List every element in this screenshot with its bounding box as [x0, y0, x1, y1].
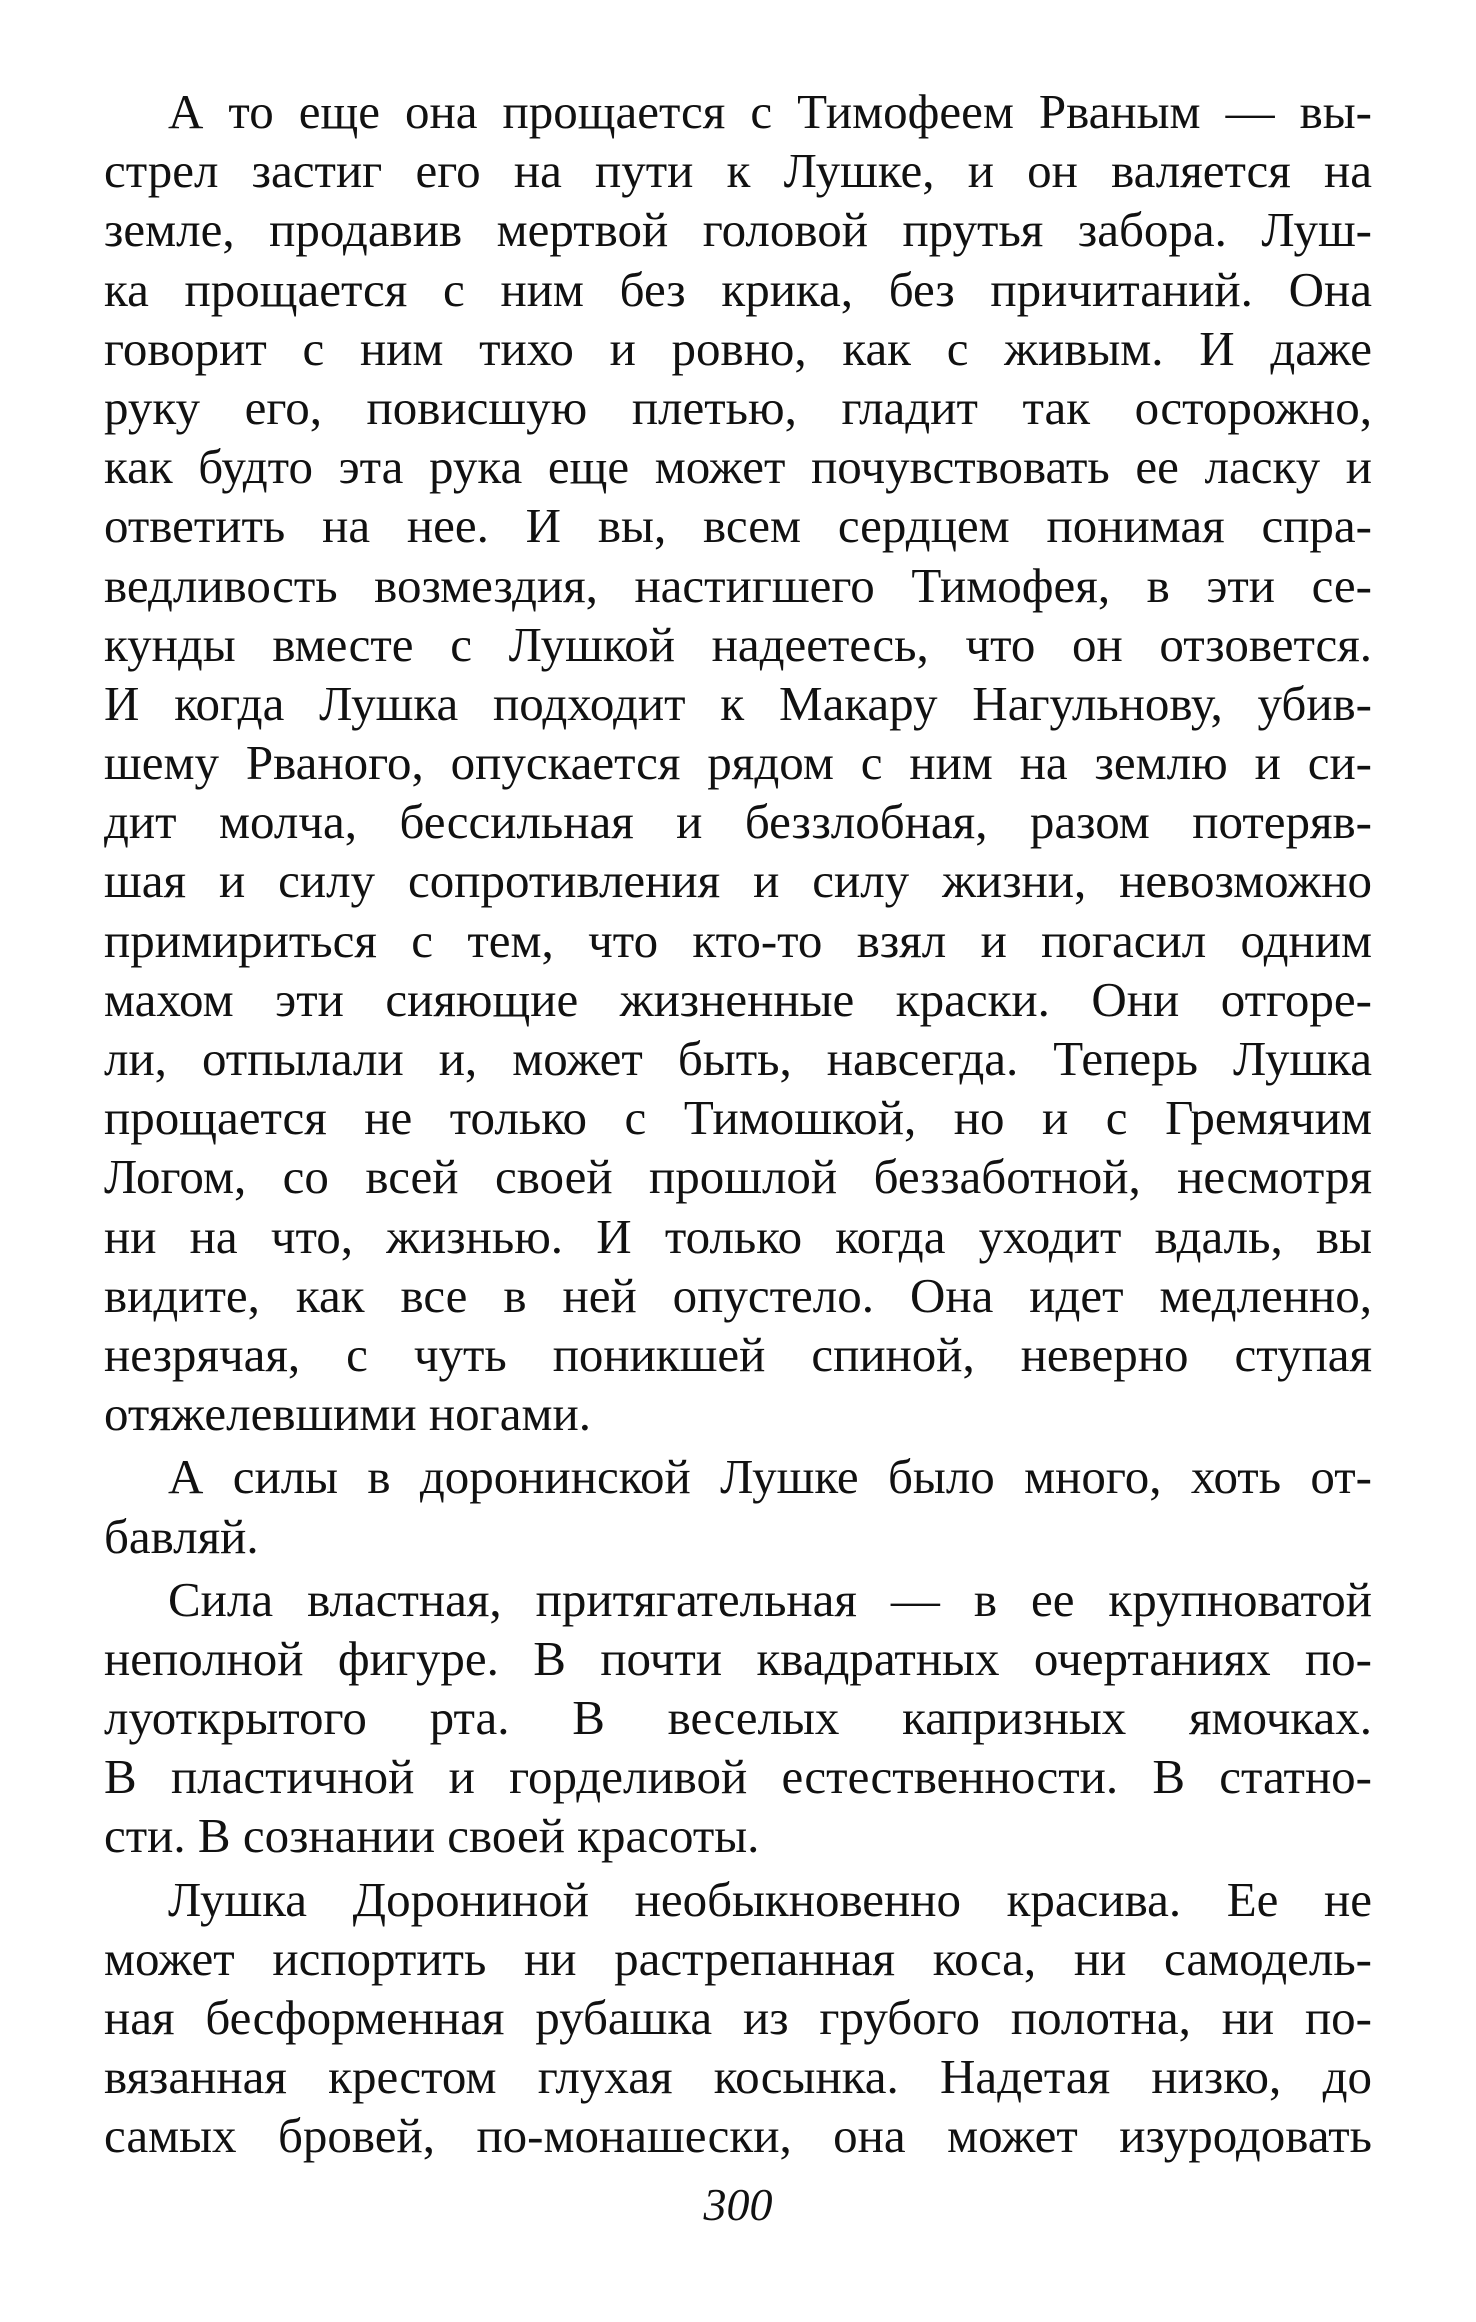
text-line: отяжелевшими ногами.	[104, 1386, 591, 1442]
paragraph-3	[104, 1570, 1372, 1866]
text-line: говорит с ним тихо и ровно, как с живым. И даже	[104, 320, 1372, 376]
text-line: А то еще она прощается с Тимофеем Рваным — вы-	[168, 84, 1372, 139]
text-line: И когда Лушка подходит к Макару Нагульнову, убив-	[104, 675, 1372, 731]
text-line: Сила властная, притягательная — в ее крупноватой	[168, 1571, 1372, 1627]
text-line: примириться с тем, что кто-то взял и погасил одним	[104, 912, 1372, 968]
text-line: прощается не только с Тимошкой, но и с Гремячим	[104, 1090, 1372, 1146]
text-line: шему Рваного, опускается рядом с ним на землю и си-	[104, 735, 1372, 791]
text-line: ни на что, жизнью. И только когда уходит вдаль, вы	[104, 1208, 1372, 1264]
text-line: самых бровей, по-монашески, она может изуродовать	[104, 2108, 1372, 2164]
text-line: руку его, повисшую плетью, гладит так осторожно,	[104, 379, 1372, 435]
text-line: Лушка Дорониной необыкновенно красива. Ее не	[168, 1871, 1372, 1927]
page-number: 300	[703, 2179, 773, 2230]
text-line: кунды вместе с Лушкой надеетесь, что он отзовется.	[104, 616, 1372, 672]
text-line: ответить на нее. И вы, всем сердцем понимая спра-	[104, 498, 1372, 554]
text-line: как будто эта рука еще может почувствовать ее ласку и	[104, 439, 1372, 495]
text-line: махом эти сияющие жизненные краски. Они отгоре-	[104, 971, 1372, 1027]
text-line: луоткрытого рта. В веселых капризных ямочках.	[104, 1690, 1372, 1746]
text-line: незрячая, с чуть поникшей спиной, неверно ступая	[104, 1326, 1372, 1382]
text-line: дит молча, бессильная и беззлобная, разом потеряв-	[104, 794, 1372, 850]
text-line: вязанная крестом глухая косынка. Надетая низко, до	[104, 2049, 1372, 2105]
text-line: ведливость возмездия, настигшего Тимофея, в эти се-	[104, 557, 1372, 613]
page-body	[104, 82, 1372, 2170]
text-line: стрел застиг его на пути к Лушке, и он валяется на	[104, 143, 1372, 199]
text-line: ли, отпылали и, может быть, навсегда. Теперь Лушка	[104, 1031, 1372, 1086]
text-line: Логом, со всей своей прошлой беззаботной, несмотря	[104, 1149, 1372, 1205]
text-line: В пластичной и горделивой естественности. В статно-	[104, 1749, 1372, 1805]
text-line: ка прощается с ним без крика, без причитаний. Она	[104, 261, 1372, 317]
text-line: ная бесформенная рубашка из грубого полотна, ни по-	[104, 1990, 1372, 2045]
paragraph-2	[104, 1447, 1372, 1565]
text-line: шая и силу сопротивления и силу жизни, невозможно	[104, 853, 1372, 909]
text-line: видите, как все в ней опустело. Она идет медленно,	[104, 1267, 1372, 1323]
paragraph-1	[104, 82, 1372, 1443]
text-line: неполной фигуре. В почти квадратных очертаниях по-	[104, 1630, 1372, 1686]
text-line: может испортить ни растрепанная коса, ни самодель-	[104, 1930, 1372, 1986]
text-line: земле, продавив мертвой головой прутья забора. Луш-	[104, 202, 1372, 258]
text-line: бавляй.	[104, 1508, 259, 1564]
text-line: А силы в доронинской Лушке было много, хоть от-	[168, 1449, 1372, 1505]
text-line: сти. В сознании своей красоты.	[104, 1808, 760, 1864]
paragraph-4	[104, 1870, 1372, 2166]
